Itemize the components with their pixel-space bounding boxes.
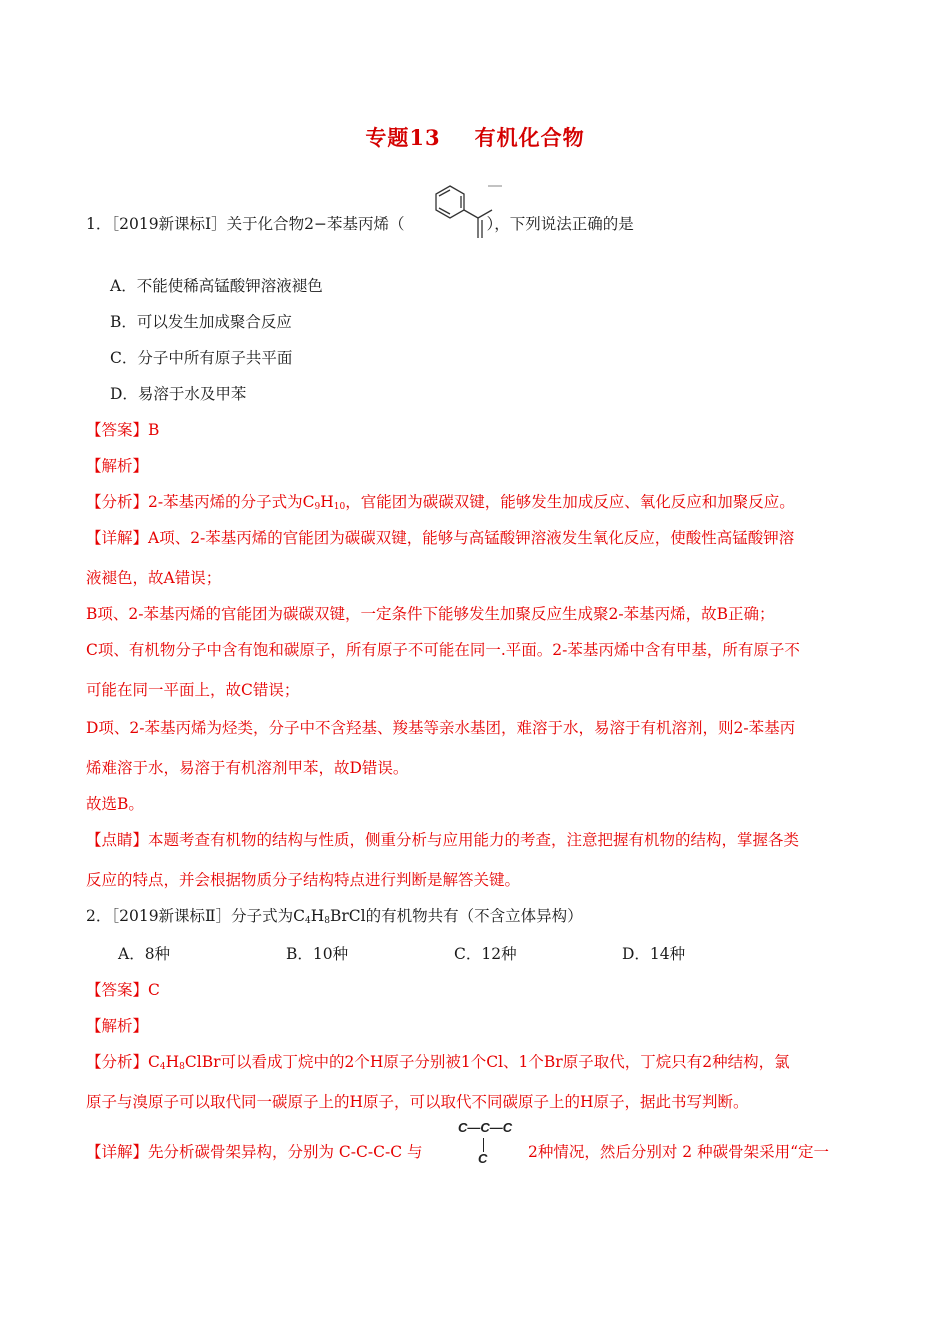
q2-option-b: B．10种 [286, 945, 349, 963]
q2-analysis-sub2: 8 [179, 1062, 185, 1072]
title-main: 有机化合物 [474, 125, 585, 150]
q1-comment-line-1: 【点睛】本题考查有机物的结构与性质，侧重分析与应用能力的考查，注意把握有机物的结构，掌握各类 [86, 831, 800, 849]
branched-bottom: C [478, 1151, 488, 1166]
q2-detail-before: 【详解】先分析碳骨架异构，分别为 C-C-C-C 与 [86, 1143, 423, 1161]
q1-analysis-sub1: 9 [314, 502, 321, 512]
2-phenylpropene-structure-icon [430, 182, 510, 248]
q1-analysis-mid: H [320, 493, 334, 511]
q1-detail-line-6: D项、2-苯基丙烯为烃类，分子中不含羟基、羧基等亲水基团，难溶于水，易溶于有机溶剂，则2-苯基丙 [86, 719, 796, 737]
q1-stem-before: 1．［2019新课标Ⅰ］关于化合物2−苯基丙烯（ [86, 215, 405, 233]
q2-analysis-mid: H [165, 1053, 180, 1071]
q2-stem-after: BrCl的有机物共有（不含立体异构） [329, 907, 583, 925]
q2-stem-sub2: 8 [324, 916, 330, 926]
q1-stem [86, 212, 634, 234]
q2-answer: 【答案】C [86, 981, 160, 999]
q1-detail-line-5: 可能在同一平面上，故C错误； [86, 681, 300, 699]
q2-detail-after: 2种情况，然后分别对 2 种碳骨架采用“定一 [528, 1143, 830, 1161]
q1-option-c: C．分子中所有原子共平面 [110, 349, 293, 367]
q1-option-d: D．易溶于水及甲苯 [110, 385, 247, 403]
q1-detail-line-7: 烯难溶于水，易溶于有机溶剂甲苯，故D错误。 [86, 759, 409, 777]
q2-stem-before: 2．［2019新课标Ⅱ］分子式为C [86, 907, 305, 925]
q2-analysis-before: 【分析】C [86, 1053, 160, 1071]
q1-comment-line-2: 反应的特点，并会根据物质分子结构特点进行判断是解答关键。 [86, 871, 521, 889]
q2-option-d: D．14种 [622, 945, 686, 963]
q1-detail-line-4: C项、有机物分子中含有饱和碳原子，所有原子不可能在同一.平面。2-苯基丙烯中含有甲基，所有原子不 [86, 641, 800, 659]
q1-detail-line-2: 液褪色，故A错误； [86, 569, 222, 587]
q1-option-b: B．可以发生加成聚合反应 [110, 313, 292, 331]
q2-analysis-sub1: 4 [159, 1062, 166, 1072]
q1-analysis-after: ，官能团为碳碳双键，能够发生加成反应、氧化反应和加聚反应。 [345, 493, 795, 511]
page-title [0, 122, 950, 152]
q2-option-a: A．8种 [118, 945, 171, 963]
q1-detail-line-1: 【详解】A项、2-苯基丙烯的官能团为碳碳双键，能够与高锰酸钾溶液发生氧化反应，使酸性高锰酸钾溶 [86, 529, 795, 547]
branch-bond [483, 1138, 484, 1152]
branched-top: C—C—C [458, 1120, 513, 1135]
q1-analysis [86, 490, 795, 512]
q2-option-c: C．12种 [454, 945, 517, 963]
q1-option-a: A．不能使稀高锰酸钾溶液褪色 [110, 277, 323, 295]
q1-answer: 【答案】B [86, 421, 160, 439]
title-prefix: 专题13 [365, 125, 441, 150]
q2-analysis-line-1 [86, 1050, 790, 1072]
q1-jiexi: 【解析】 [86, 457, 149, 475]
q1-stem-after: ），下列说法正确的是 [486, 215, 634, 233]
q2-stem-sub1: 4 [304, 916, 311, 926]
q2-stem-mid: H [310, 907, 325, 925]
q1-detail-line-3: B项、2-苯基丙烯的官能团为碳碳双键，一定条件下能够发生加聚反应生成聚2-苯基丙烯，故B正确； [86, 605, 775, 623]
q2-analysis-after: ClBr可以看成丁烷中的2个H原子分别被1个Cl、1个Br原子取代，丁烷只有2种结构，氯 [184, 1053, 790, 1071]
q1-analysis-before: 【分析】2-苯基丙烯的分子式为C [86, 493, 315, 511]
q2-stem [86, 904, 583, 926]
q1-analysis-sub2: 10 [333, 502, 346, 512]
q2-analysis-line-2: 原子与溴原子可以取代同一碳原子上的H原子，可以取代不同碳原子上的H原子，据此书写判断。 [86, 1093, 749, 1111]
q2-jiexi: 【解析】 [86, 1017, 149, 1035]
branched-carbon-skeleton [458, 1118, 522, 1174]
q1-detail-line-8: 故选B。 [86, 795, 144, 813]
